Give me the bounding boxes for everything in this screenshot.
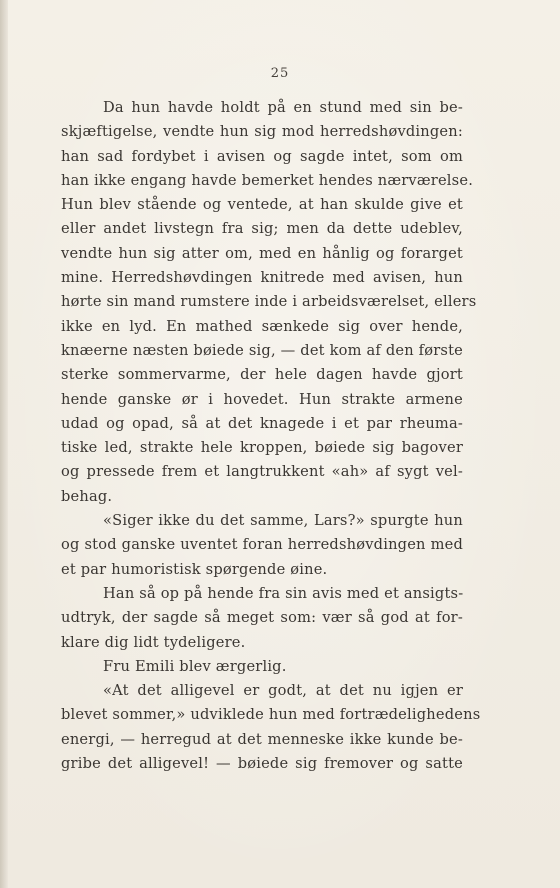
page-number: 25 (270, 66, 290, 81)
text-line: hende ganske ør i hovedet. Hun strakte armene (61, 390, 463, 408)
text-line: energi, — herregud at det menneske ikke kunde be- (61, 730, 463, 748)
text-line: udad og opad, så at det knagede i et par rheuma- (61, 414, 463, 432)
text-line: Fru Emili blev ærgerlig. (103, 657, 287, 675)
page-left-edge (0, 0, 8, 888)
text-line: mine. Herredshøvdingen knitrede med avisen, hun (61, 269, 463, 287)
text-line: skjæftigelse, vendte hun sig mod herredshøvdingen: (61, 123, 463, 141)
text-line: og stod ganske uventet foran herredshøvdingen med (61, 536, 463, 554)
text-line: Han så op på hende fra sin avis med et ansigts- (103, 584, 464, 602)
text-line: «Siger ikke du det samme, Lars?» spurgte hun (103, 512, 463, 530)
text-line: eller andet livstegn fra sig; men da dette udeblev, (61, 220, 463, 238)
text-line: klare dig lidt tydeligere. (61, 633, 246, 651)
body-text (61, 96, 481, 776)
text-line: blevet sommer,» udviklede hun med fortrædelighedens (61, 706, 481, 724)
text-line: «At det alligevel er godt, at det nu igjen er (103, 682, 463, 700)
text-line: og pressede frem et langtrukkent «ah» af sygt vel- (61, 463, 463, 481)
text-line: vendte hun sig atter om, med en hånlig og forarget (61, 244, 463, 262)
text-line: han sad fordybet i avisen og sagde intet, som om (61, 147, 463, 165)
text-line: hørte sin mand rumstere inde i arbeidsværelset, ellers (61, 293, 477, 311)
text-line: Da hun havde holdt på en stund med sin be- (103, 99, 463, 116)
text-line: sterke sommervarme, der hele dagen havde gjort (61, 366, 463, 384)
text-line: behag. (61, 487, 113, 505)
text-line: han ikke engang havde bemerket hendes nærværelse. (61, 171, 474, 189)
text-line: tiske led, strakte hele kroppen, bøiede sig bagover (61, 439, 463, 457)
text-line: et par humoristisk spørgende øine. (61, 560, 328, 578)
text-line: udtryk, der sagde så meget som: vær så god at for- (61, 609, 463, 627)
text-line: knæerne næsten bøiede sig, — det kom af den første (61, 341, 463, 359)
text-line: gribe det alligevel! — bøiede sig fremover og satte (61, 755, 463, 773)
text-line: Hun blev stående og ventede, at han skulde give et (61, 196, 463, 214)
text-line: ikke en lyd. En mathed sænkede sig over hende, (61, 317, 463, 335)
